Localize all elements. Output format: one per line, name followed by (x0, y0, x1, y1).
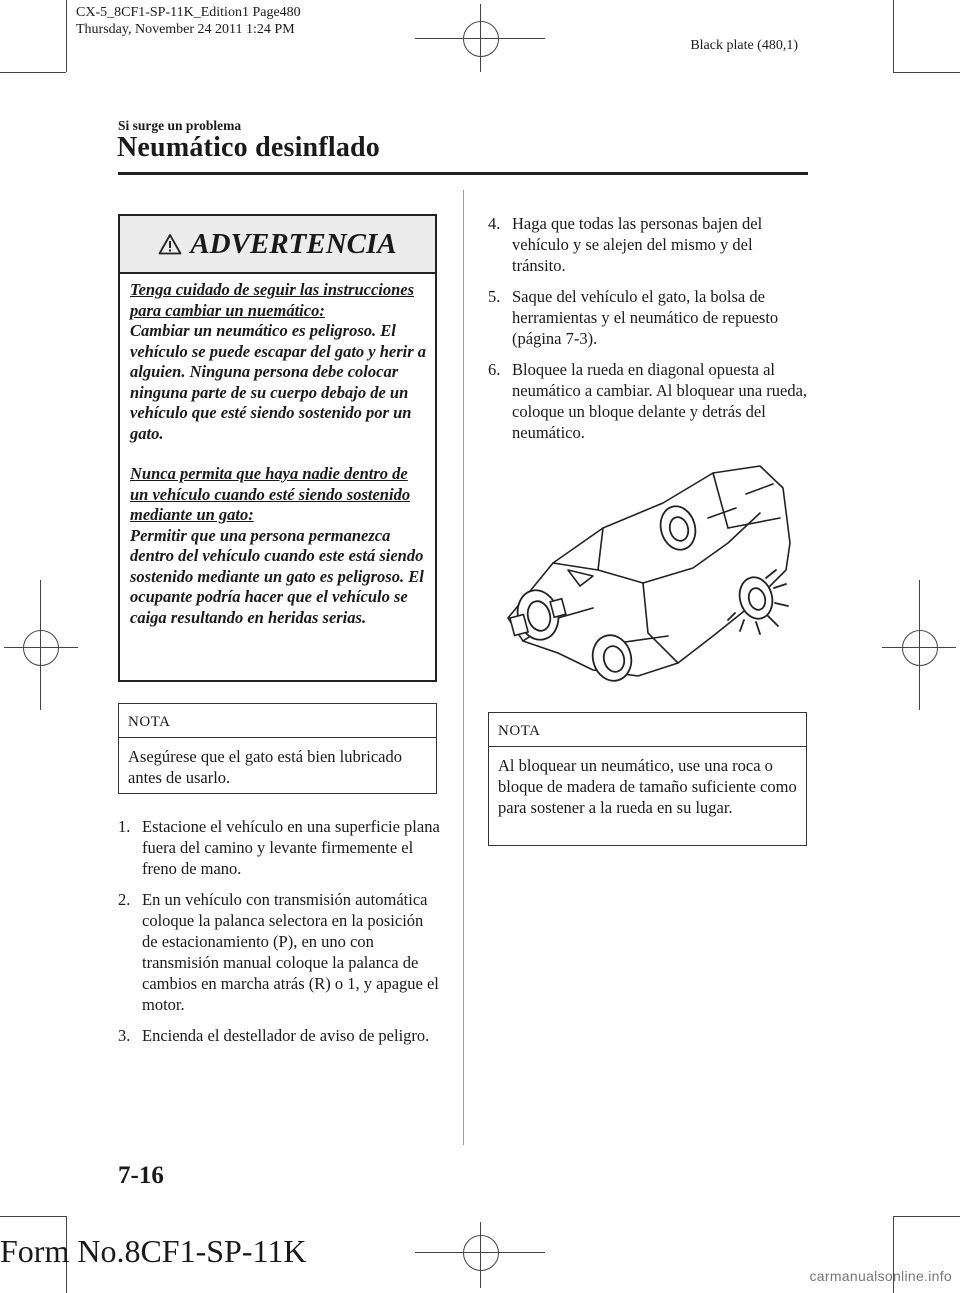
warning-text-1: Cambiar un neumático es peligroso. El vehículo se puede escapar del gato y herir a alguien. Ninguna persona debe colocar ninguna parte de su cuerpo debajo de un vehículo que esté siendo sostenido por un gato. (130, 321, 427, 443)
step-text: Encienda el destellador de aviso de peligro. (142, 1026, 430, 1045)
note-text-1: Asegúrese que el gato está bien lubricado antes de usarlo. (128, 747, 402, 787)
step-item (118, 816, 440, 879)
car-wheel-block-illustration (498, 458, 803, 688)
section-label: Si surge un problema (118, 118, 242, 133)
plate-header: CX-5_8CF1-SP-11K_Edition1 Page480 Thursday, November 24 2011 1:24 PM (76, 5, 301, 37)
step-number: 1. (118, 817, 131, 836)
note-box-2 (488, 712, 807, 846)
steps-left (118, 816, 440, 1056)
warning-triangle-icon (158, 233, 182, 255)
step-item (118, 1025, 440, 1046)
warning-text-2: Permitir que una persona permanezca dentro del vehículo cuando este está siendo sostenido mediante un gato es peligroso. El ocupante podría hacer que el vehículo se caiga resultando en heridas serias. (130, 525, 424, 627)
warning-lead-1: Tenga cuidado de seguir las instrucciones para cambiar un nuemático: (130, 280, 415, 320)
step-text: Estacione el vehículo en una superficie plana fuera del camino y levante firmemente el freno de mano. (142, 817, 440, 878)
step-item (488, 359, 810, 443)
warning-body (130, 280, 427, 628)
step-text: Haga que todas las personas bajen del vehículo y se alejen del mismo y del tránsito. (512, 214, 763, 275)
note-text-2: Al bloquear un neumático, use una roca o bloque de madera de tamaño suficiente como para sostener a la rueda en su lugar. (498, 756, 797, 817)
note-title-1: NOTA (119, 704, 436, 738)
page-heading: Neumático desinflado (117, 132, 380, 163)
step-text: Saque del vehículo el gato, la bolsa de herramientas y el neumático de repuesto (página 7-3). (512, 287, 779, 348)
step-number: 3. (118, 1026, 131, 1045)
warning-lead-2: Nunca permita que haya nadie dentro de un vehículo cuando esté siendo sostenido mediante un gato: (130, 464, 411, 524)
step-item (118, 889, 440, 1015)
form-number: Form No.8CF1-SP-11K (0, 1233, 307, 1269)
step-item (488, 213, 810, 276)
step-text: Bloquee la rueda en diagonal opuesta al neumático a cambiar. Al bloquear una rueda, coloque un bloque delante y detrás del neumático. (512, 360, 808, 442)
step-number: 5. (488, 287, 501, 306)
plate-id: Black plate (480,1) (690, 38, 798, 53)
heading-rule (118, 172, 808, 175)
warning-title: ADVERTENCIA (190, 227, 397, 260)
page-number: 7-16 (118, 1162, 164, 1189)
warning-header (120, 216, 435, 274)
step-number: 4. (488, 214, 501, 233)
step-number: 6. (488, 360, 501, 379)
watermark: carmanualsonline.info (809, 1268, 952, 1284)
step-item (488, 286, 810, 349)
warning-box (118, 214, 437, 682)
note-box-1 (118, 703, 437, 794)
note-title-2: NOTA (489, 713, 806, 747)
step-number: 2. (118, 890, 131, 909)
steps-right (488, 213, 810, 453)
step-text: En un vehículo con transmisión automática coloque la palanca selectora en la posición de estacionamiento (P), en uno con transmisión manual coloque la palanca de cambios en marcha atrás (R) o 1, y apague el motor. (142, 890, 439, 1014)
